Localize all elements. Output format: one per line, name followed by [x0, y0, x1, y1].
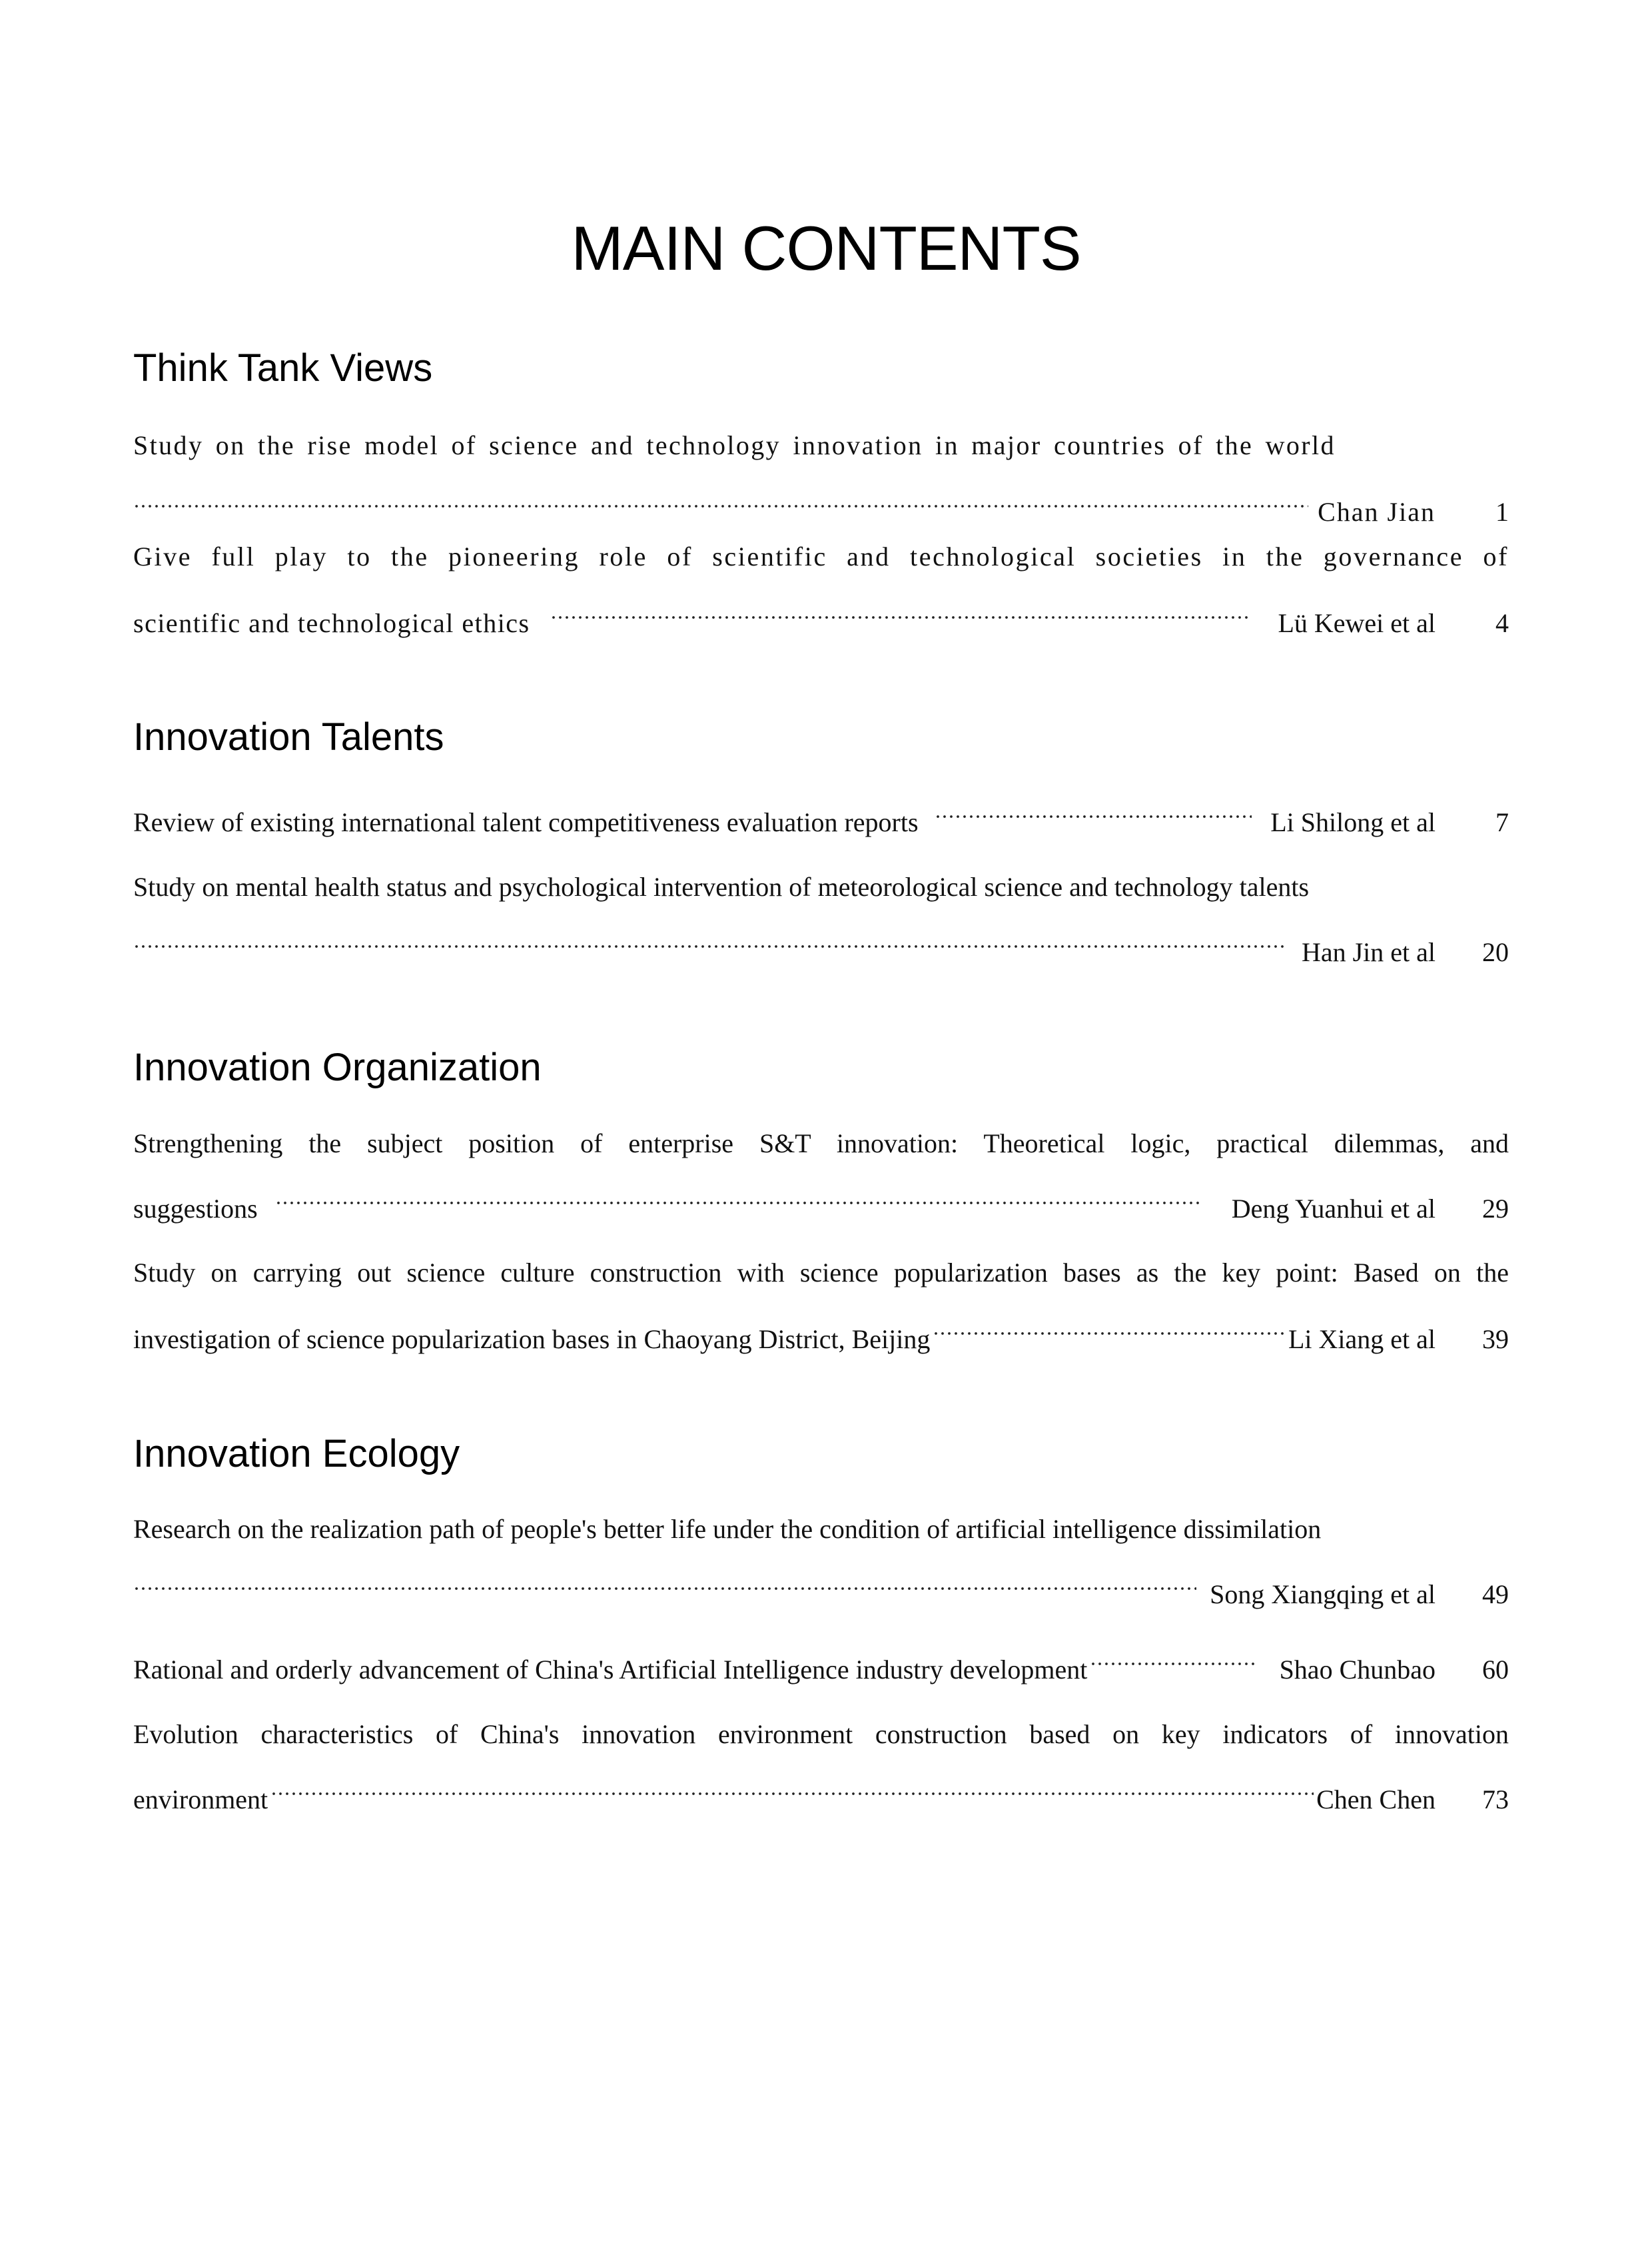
dot-leader	[1090, 1639, 1255, 1679]
entry-leader-line	[133, 1563, 1509, 1609]
section-heading-innovation-organization: Innovation Organization	[133, 1046, 542, 1089]
entry-title: Rational and orderly advancement of China's Artificial Intelligence industry development	[133, 1655, 1088, 1684]
entry-page-number: 73	[1482, 1784, 1509, 1814]
entry-page-number: 49	[1482, 1579, 1509, 1609]
entry-line	[133, 791, 1509, 837]
entry-title-line: Evolution characteristics of China's innovation environment construction based on key indicators of innovation	[133, 1719, 1509, 1749]
entry-leader-line	[133, 921, 1509, 967]
entry-title-continued: scientific and technological ethics	[133, 608, 530, 638]
entry-title-line-2	[133, 1308, 1509, 1354]
entry-title-line: Study on carrying out science culture construction with science popularization bases as the key point: Based on the	[133, 1258, 1509, 1288]
dot-leader	[550, 592, 1252, 632]
entry-title-line: Study on the rise model of science and technology innovation in major countries of the world	[133, 430, 1336, 460]
entry-title-line: Research on the realization path of people's better life under the condition of artificial intelligence dissimilation	[133, 1514, 1322, 1544]
entry-author: Lü Kewei et al	[1278, 608, 1436, 638]
dot-leader	[133, 1563, 1196, 1603]
dot-leader	[933, 1308, 1286, 1348]
entry-page-number: 39	[1482, 1324, 1509, 1354]
entry-title-line-2	[133, 1768, 1509, 1814]
entry-title-line: Give full play to the pioneering role of scientific and technological societies in the governance of	[133, 542, 1509, 571]
section-heading-innovation-ecology: Innovation Ecology	[133, 1432, 460, 1475]
entry-title-line-2	[133, 592, 1509, 638]
entry-leader-line	[133, 481, 1509, 527]
dot-leader	[935, 791, 1252, 831]
entry-title-continued: investigation of science popularization bases in Chaoyang District, Beijing	[133, 1324, 931, 1354]
page-title: MAIN CONTENTS	[571, 213, 1081, 283]
entry-author: Deng Yuanhui et al	[1231, 1194, 1436, 1224]
entry-page-number: 4	[1495, 608, 1509, 638]
section-heading-think-tank-views: Think Tank Views	[133, 346, 433, 390]
entry-author: Shao Chunbao	[1279, 1655, 1436, 1684]
dot-leader	[270, 1768, 1314, 1808]
entry-author: Song Xiangqing et al	[1210, 1579, 1436, 1609]
entry-title-line: Strengthening the subject position of enterprise S&T innovation: Theoretical logic, practical dilemmas, and	[133, 1128, 1509, 1158]
entry-title: Review of existing international talent competitiveness evaluation reports	[133, 807, 919, 837]
entry-page-number: 1	[1495, 497, 1509, 527]
entry-author: Chen Chen	[1316, 1784, 1436, 1814]
entry-title-line-2	[133, 1178, 1509, 1224]
entry-title-continued: environment	[133, 1784, 268, 1814]
entry-line	[133, 1639, 1509, 1684]
entry-page-number: 60	[1482, 1655, 1509, 1684]
entry-title-continued: suggestions	[133, 1194, 258, 1224]
entry-page-number: 20	[1482, 937, 1509, 967]
entry-author: Li Xiang et al	[1288, 1324, 1436, 1354]
entry-author: Chan Jian	[1318, 497, 1436, 527]
dot-leader	[133, 481, 1308, 521]
entry-author: Li Shilong et al	[1270, 807, 1436, 837]
section-heading-innovation-talents: Innovation Talents	[133, 715, 444, 759]
entry-page-number: 7	[1495, 807, 1509, 837]
entry-title-line: Study on mental health status and psychological intervention of meteorological science and technology talents	[133, 872, 1310, 902]
entry-page-number: 29	[1482, 1194, 1509, 1224]
dot-leader	[133, 921, 1286, 961]
dot-leader	[275, 1178, 1202, 1218]
entry-author: Han Jin et al	[1301, 937, 1436, 967]
